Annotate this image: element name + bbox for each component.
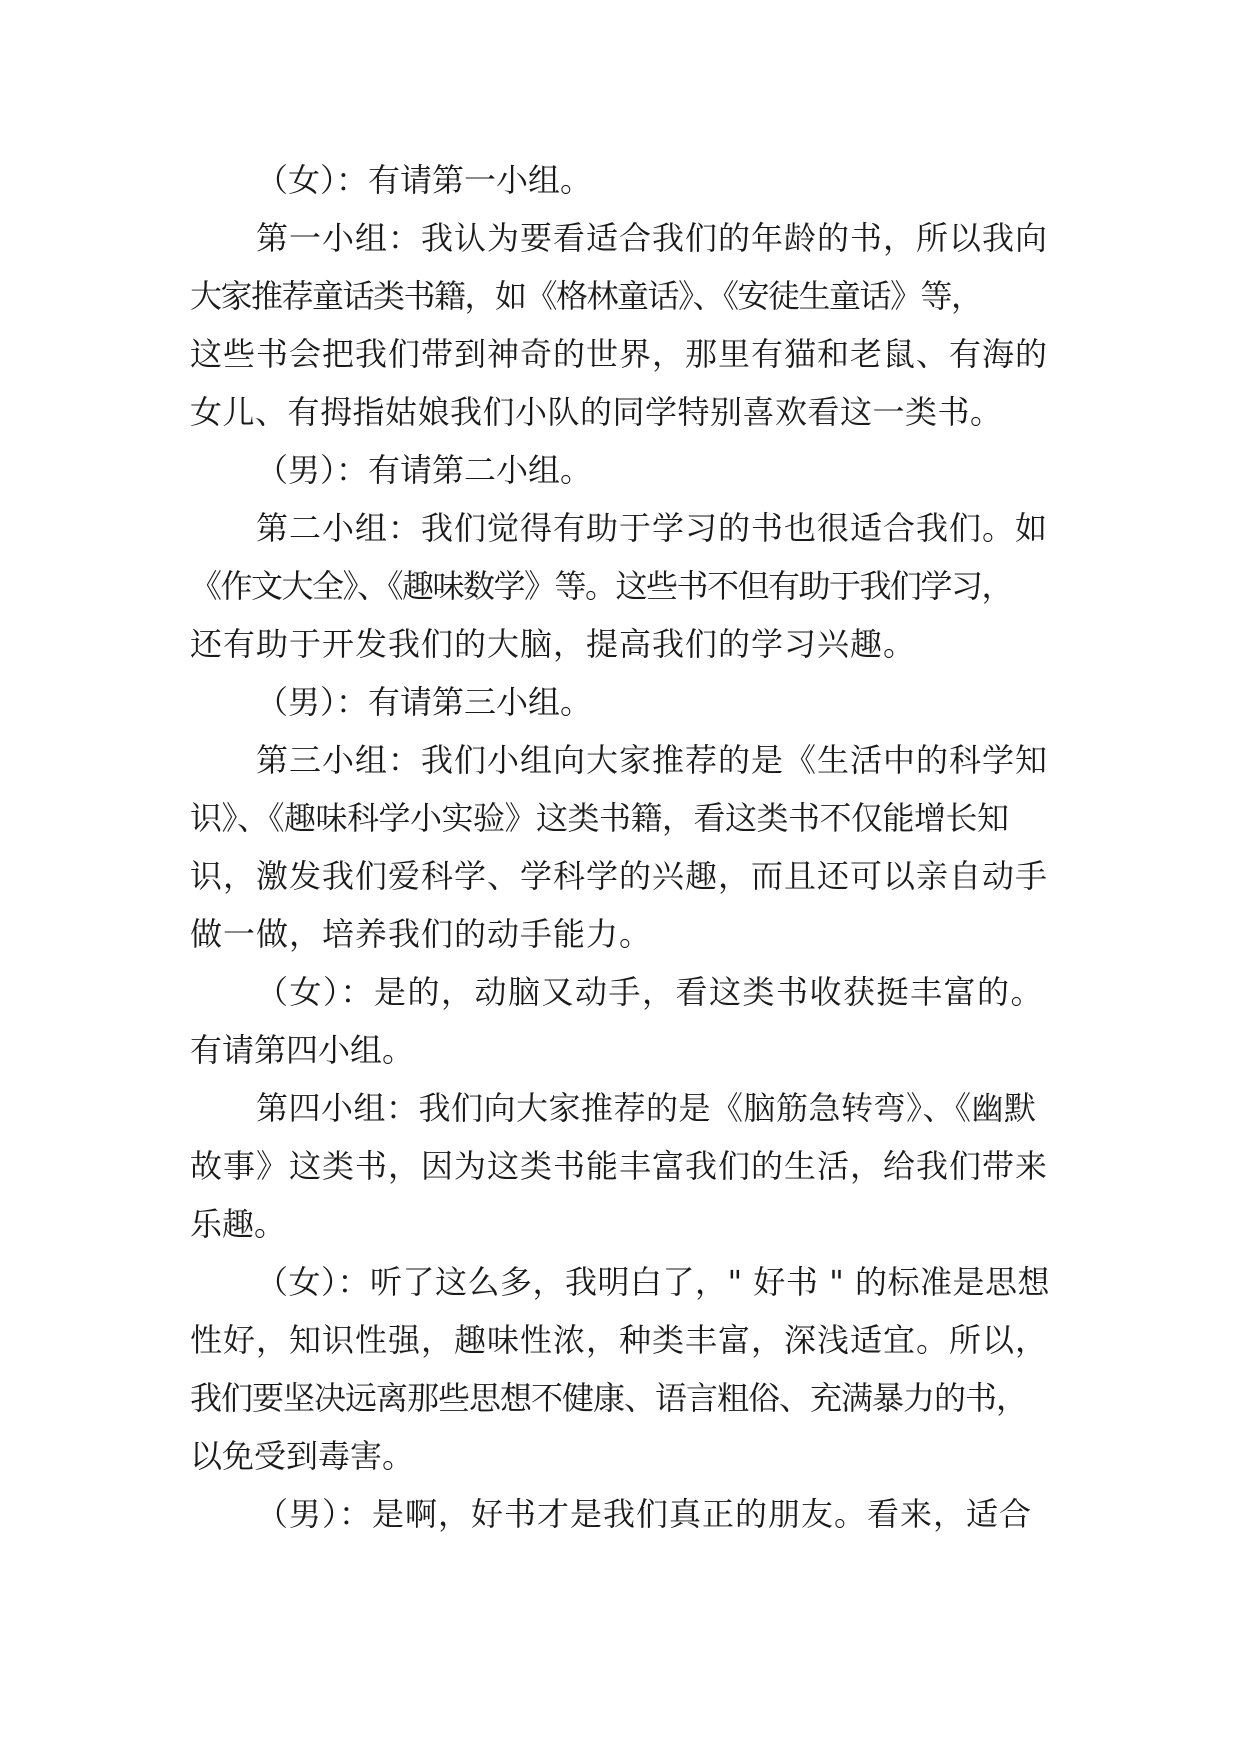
text-line: （男）：有请第二小组。 — [256, 451, 593, 489]
text-line: （男）：有请第三小组。 — [256, 683, 593, 721]
text-line: 第四小组：我们向大家推荐的是《脑筋急转弯》、《幽默 — [256, 1089, 1037, 1127]
text-line: 这些书会把我们带到神奇的世界，那里有猫和老鼠、有海的 — [190, 335, 1049, 373]
text-line: 有请第四小组。 — [190, 1031, 415, 1069]
text-line: 乐趣。 — [190, 1205, 287, 1243]
text-line: （女）：有请第一小组。 — [256, 161, 593, 199]
text-line: 第二小组：我们觉得有助于学习的书也很适合我们。如 — [256, 509, 1049, 547]
text-line: 识》、《趣味科学小实验》这类书籍，看这类书不仅能增长知 — [190, 799, 1009, 837]
text-line: 识，激发我们爱科学、学科学的兴趣，而且还可以亲自动手 — [190, 857, 1049, 895]
text-line: （男）：是啊，好书才是我们真正的朋友。看来，适合 — [256, 1495, 1033, 1533]
text-line: 性好，知识性强，趣味性浓，种类丰富，深浅适宜。所以， — [190, 1321, 1049, 1359]
text-line: （女）：是的，动脑又动手，看这类书收获挺丰富的。 — [256, 973, 1045, 1011]
text-line: 《作文大全》、《趣味数学》等。这些书不但有助于我们学习， — [190, 567, 1013, 605]
text-line: （女）：听了这么多，我明白了，" 好书 " 的标准是思想 — [256, 1263, 1050, 1301]
text-line: 故事》这类书，因为这类书能丰富我们的生活，给我们带来 — [190, 1147, 1049, 1185]
text-line: 大家推荐童话类书籍，如《格林童话》、《安徒生童话》等， — [190, 277, 982, 315]
text-line: 第三小组：我们小组向大家推荐的是《生活中的科学知 — [256, 741, 1049, 779]
text-line: 女儿、有拇指姑娘我们小队的同学特别喜欢看这一类书。 — [190, 393, 1003, 431]
text-line: 以免受到毒害。 — [190, 1437, 415, 1475]
text-line: 还有助于开发我们的大脑，提高我们的学习兴趣。 — [190, 625, 917, 663]
text-line: 做一做，培养我们的动手能力。 — [190, 915, 653, 953]
text-line: 我们要坚决远离那些思想不健康、语言粗俗、充满暴力的书， — [190, 1379, 1028, 1417]
text-line: 第一小组：我认为要看适合我们的年龄的书，所以我向 — [256, 219, 1049, 257]
